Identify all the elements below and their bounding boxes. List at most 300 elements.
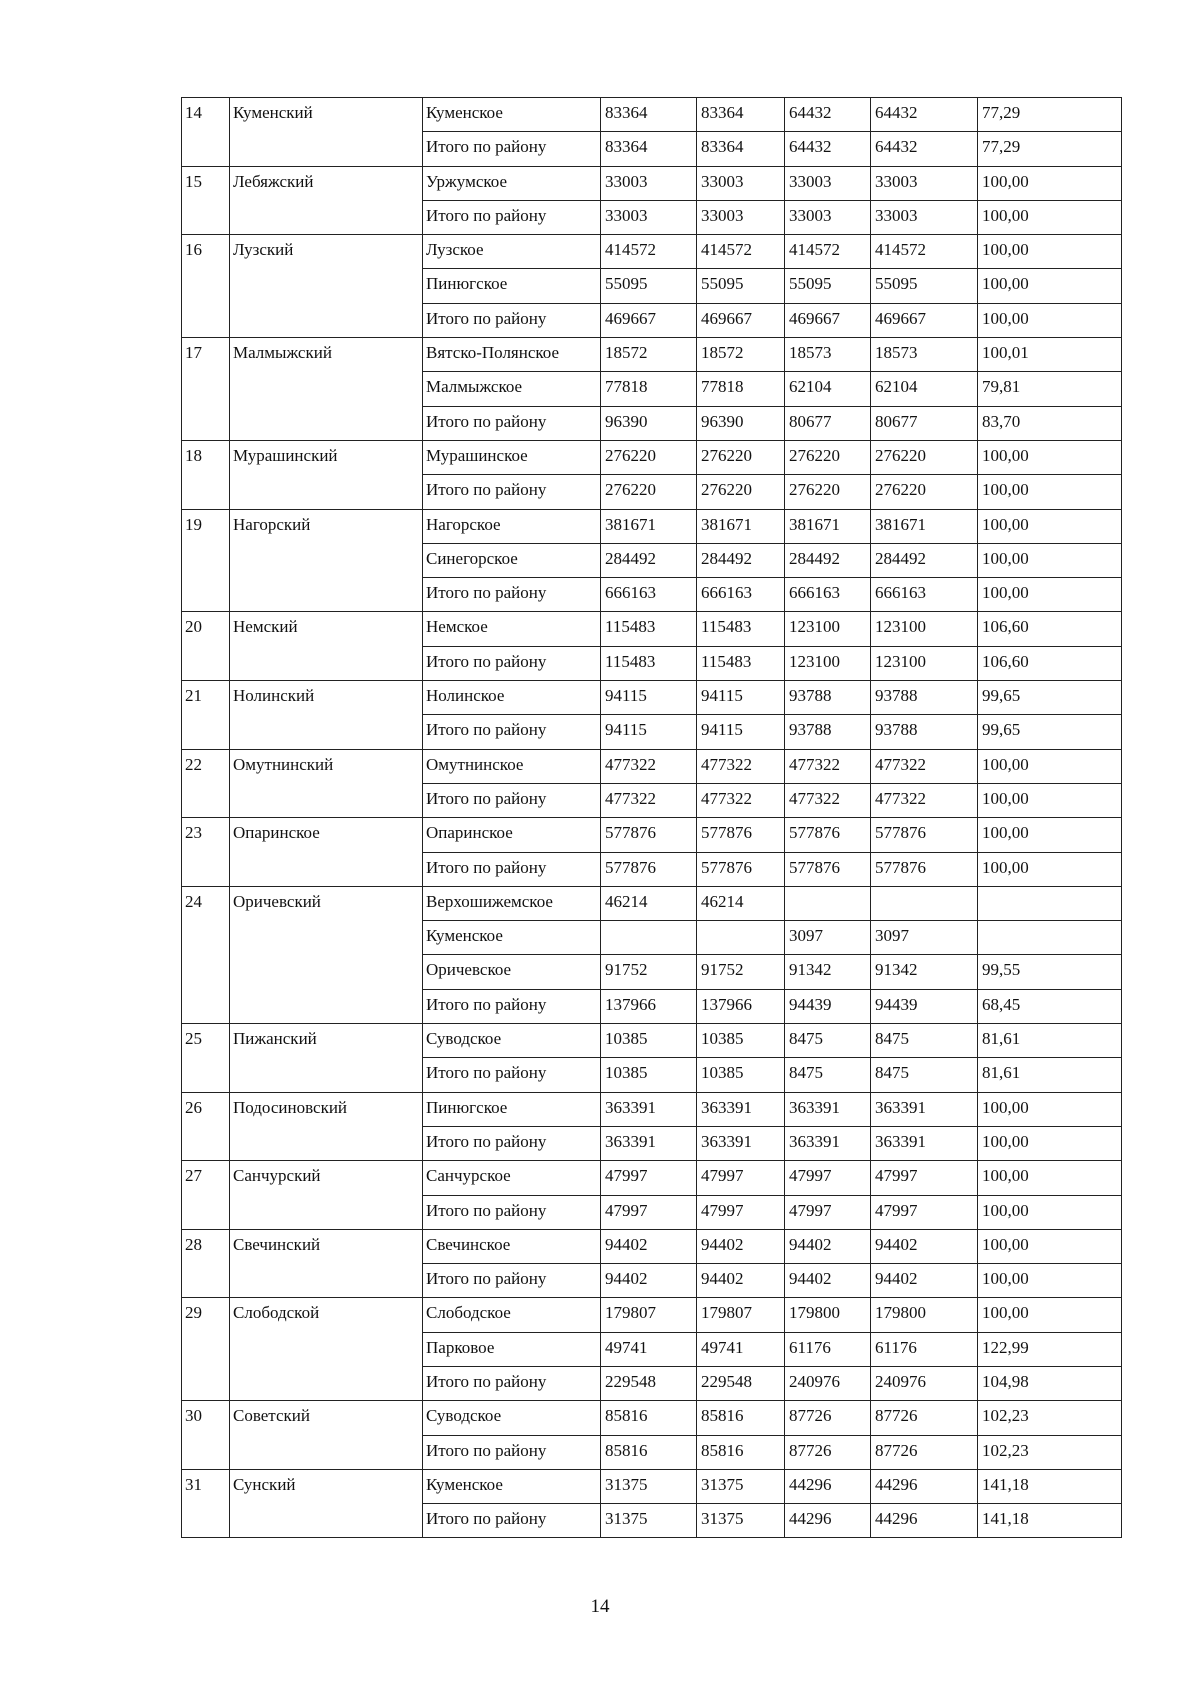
value-cell: 31375 <box>601 1469 697 1503</box>
value-cell: 577876 <box>601 818 697 852</box>
district-name: Слободской <box>230 1298 423 1401</box>
value-cell: 44296 <box>871 1469 978 1503</box>
settlement-name: Вятско-Полянское <box>423 338 601 372</box>
value-cell <box>978 921 1122 955</box>
value-cell: 106,60 <box>978 646 1122 680</box>
district-name: Подосиновский <box>230 1092 423 1161</box>
value-cell: 179800 <box>785 1298 871 1332</box>
value-cell: 8475 <box>785 1024 871 1058</box>
value-cell: 55095 <box>697 269 785 303</box>
table-row <box>182 235 1122 269</box>
value-cell: 55095 <box>871 269 978 303</box>
value-cell: 141,18 <box>978 1504 1122 1538</box>
value-cell: 477322 <box>871 749 978 783</box>
value-cell: 100,00 <box>978 1264 1122 1298</box>
settlement-name: Куменское <box>423 98 601 132</box>
settlement-name: Итого по району <box>423 715 601 749</box>
value-cell: 8475 <box>785 1058 871 1092</box>
value-cell: 93788 <box>871 715 978 749</box>
value-cell: 100,00 <box>978 578 1122 612</box>
settlement-name: Итого по району <box>423 475 601 509</box>
settlement-name: Суводское <box>423 1401 601 1435</box>
value-cell: 64432 <box>785 132 871 166</box>
settlement-name: Итого по району <box>423 783 601 817</box>
value-cell: 123100 <box>871 646 978 680</box>
value-cell: 115483 <box>697 612 785 646</box>
table-row <box>182 749 1122 783</box>
value-cell: 33003 <box>785 200 871 234</box>
settlement-name: Парковое <box>423 1332 601 1366</box>
value-cell: 31375 <box>697 1469 785 1503</box>
value-cell: 123100 <box>785 646 871 680</box>
table-row <box>182 509 1122 543</box>
value-cell: 87726 <box>785 1401 871 1435</box>
value-cell: 100,00 <box>978 1298 1122 1332</box>
district-name: Санчурский <box>230 1161 423 1230</box>
table-row <box>182 1229 1122 1263</box>
district-number: 27 <box>182 1161 230 1230</box>
value-cell: 94115 <box>601 715 697 749</box>
value-cell: 85816 <box>697 1435 785 1469</box>
value-cell: 85816 <box>601 1401 697 1435</box>
value-cell: 18573 <box>871 338 978 372</box>
value-cell: 94439 <box>871 989 978 1023</box>
value-cell: 100,00 <box>978 1092 1122 1126</box>
value-cell: 99,65 <box>978 681 1122 715</box>
value-cell: 47997 <box>785 1161 871 1195</box>
district-name: Свечинский <box>230 1229 423 1298</box>
value-cell: 469667 <box>697 303 785 337</box>
value-cell: 284492 <box>871 543 978 577</box>
value-cell: 414572 <box>697 235 785 269</box>
table-row <box>182 440 1122 474</box>
value-cell: 64432 <box>871 132 978 166</box>
district-name: Лузский <box>230 235 423 338</box>
district-number: 23 <box>182 818 230 887</box>
value-cell: 666163 <box>601 578 697 612</box>
value-cell: 179807 <box>697 1298 785 1332</box>
table-row <box>182 1469 1122 1503</box>
settlement-name: Оричевское <box>423 955 601 989</box>
value-cell: 414572 <box>871 235 978 269</box>
value-cell: 94115 <box>697 715 785 749</box>
district-number: 25 <box>182 1024 230 1093</box>
table-row <box>182 1161 1122 1195</box>
value-cell: 47997 <box>601 1161 697 1195</box>
value-cell: 31375 <box>697 1504 785 1538</box>
value-cell: 229548 <box>601 1366 697 1400</box>
value-cell: 47997 <box>785 1195 871 1229</box>
value-cell: 477322 <box>871 783 978 817</box>
table-row <box>182 1298 1122 1332</box>
value-cell: 469667 <box>785 303 871 337</box>
value-cell: 55095 <box>601 269 697 303</box>
value-cell: 100,00 <box>978 200 1122 234</box>
value-cell: 666163 <box>785 578 871 612</box>
value-cell: 94402 <box>785 1264 871 1298</box>
value-cell: 94402 <box>601 1229 697 1263</box>
value-cell: 477322 <box>697 783 785 817</box>
settlement-name: Суводское <box>423 1024 601 1058</box>
settlement-name: Итого по району <box>423 1058 601 1092</box>
value-cell: 83364 <box>601 98 697 132</box>
value-cell: 46214 <box>601 886 697 920</box>
value-cell: 94439 <box>785 989 871 1023</box>
district-number: 20 <box>182 612 230 681</box>
value-cell: 137966 <box>601 989 697 1023</box>
value-cell: 79,81 <box>978 372 1122 406</box>
value-cell: 91752 <box>601 955 697 989</box>
value-cell: 100,00 <box>978 1195 1122 1229</box>
settlement-name: Куменское <box>423 921 601 955</box>
value-cell: 94402 <box>601 1264 697 1298</box>
district-number: 30 <box>182 1401 230 1470</box>
settlement-name: Итого по району <box>423 1435 601 1469</box>
value-cell: 10385 <box>601 1058 697 1092</box>
district-name: Нагорский <box>230 509 423 612</box>
settlement-name: Слободское <box>423 1298 601 1332</box>
value-cell: 115483 <box>697 646 785 680</box>
district-name: Сунский <box>230 1469 423 1538</box>
value-cell: 381671 <box>785 509 871 543</box>
value-cell: 47997 <box>871 1195 978 1229</box>
table-row <box>182 1401 1122 1435</box>
table-body <box>182 98 1122 1538</box>
value-cell: 44296 <box>871 1504 978 1538</box>
value-cell: 10385 <box>601 1024 697 1058</box>
value-cell: 115483 <box>601 612 697 646</box>
value-cell: 363391 <box>871 1092 978 1126</box>
value-cell: 363391 <box>871 1126 978 1160</box>
value-cell: 47997 <box>697 1161 785 1195</box>
settlement-name: Итого по району <box>423 1264 601 1298</box>
value-cell: 577876 <box>871 818 978 852</box>
value-cell: 100,00 <box>978 852 1122 886</box>
value-cell: 414572 <box>601 235 697 269</box>
value-cell: 100,00 <box>978 749 1122 783</box>
district-name: Опаринское <box>230 818 423 887</box>
value-cell: 666163 <box>697 578 785 612</box>
value-cell: 8475 <box>871 1024 978 1058</box>
value-cell: 137966 <box>697 989 785 1023</box>
value-cell: 77818 <box>601 372 697 406</box>
value-cell: 47997 <box>871 1161 978 1195</box>
value-cell: 81,61 <box>978 1024 1122 1058</box>
value-cell: 276220 <box>697 440 785 474</box>
district-name: Малмыжский <box>230 338 423 441</box>
value-cell: 91342 <box>871 955 978 989</box>
value-cell: 477322 <box>601 783 697 817</box>
value-cell: 44296 <box>785 1469 871 1503</box>
value-cell: 77,29 <box>978 132 1122 166</box>
value-cell: 363391 <box>601 1126 697 1160</box>
value-cell: 93788 <box>785 715 871 749</box>
value-cell: 33003 <box>871 166 978 200</box>
value-cell: 46214 <box>697 886 785 920</box>
settlement-name: Итого по району <box>423 200 601 234</box>
district-number: 17 <box>182 338 230 441</box>
value-cell: 577876 <box>697 852 785 886</box>
value-cell: 577876 <box>785 818 871 852</box>
settlement-name: Санчурское <box>423 1161 601 1195</box>
table-row <box>182 612 1122 646</box>
district-number: 19 <box>182 509 230 612</box>
table-row <box>182 681 1122 715</box>
district-number: 22 <box>182 749 230 818</box>
value-cell: 284492 <box>785 543 871 577</box>
district-name: Омутнинский <box>230 749 423 818</box>
value-cell: 33003 <box>601 200 697 234</box>
value-cell: 33003 <box>601 166 697 200</box>
value-cell: 99,55 <box>978 955 1122 989</box>
value-cell: 94402 <box>871 1264 978 1298</box>
value-cell <box>871 886 978 920</box>
settlement-name: Итого по району <box>423 646 601 680</box>
value-cell: 477322 <box>785 783 871 817</box>
value-cell: 94115 <box>601 681 697 715</box>
value-cell: 91342 <box>785 955 871 989</box>
value-cell: 100,00 <box>978 543 1122 577</box>
value-cell: 100,00 <box>978 818 1122 852</box>
value-cell: 276220 <box>785 440 871 474</box>
settlement-name: Итого по району <box>423 406 601 440</box>
value-cell: 94115 <box>697 681 785 715</box>
value-cell: 179800 <box>871 1298 978 1332</box>
value-cell: 10385 <box>697 1024 785 1058</box>
value-cell: 284492 <box>601 543 697 577</box>
value-cell: 100,00 <box>978 1161 1122 1195</box>
district-number: 21 <box>182 681 230 750</box>
value-cell: 93788 <box>785 681 871 715</box>
value-cell: 33003 <box>785 166 871 200</box>
value-cell: 94402 <box>871 1229 978 1263</box>
settlement-name: Итого по району <box>423 132 601 166</box>
value-cell: 91752 <box>697 955 785 989</box>
value-cell: 141,18 <box>978 1469 1122 1503</box>
settlement-name: Итого по району <box>423 1504 601 1538</box>
value-cell: 49741 <box>697 1332 785 1366</box>
value-cell: 469667 <box>871 303 978 337</box>
table-row <box>182 1092 1122 1126</box>
settlement-name: Итого по району <box>423 989 601 1023</box>
value-cell: 381671 <box>697 509 785 543</box>
value-cell: 87726 <box>871 1435 978 1469</box>
district-name: Советский <box>230 1401 423 1470</box>
value-cell: 123100 <box>871 612 978 646</box>
data-table <box>181 97 1122 1538</box>
value-cell: 61176 <box>871 1332 978 1366</box>
district-name: Немский <box>230 612 423 681</box>
value-cell: 276220 <box>601 440 697 474</box>
district-name: Нолинский <box>230 681 423 750</box>
value-cell: 100,00 <box>978 440 1122 474</box>
value-cell: 100,00 <box>978 303 1122 337</box>
settlement-name: Свечинское <box>423 1229 601 1263</box>
value-cell: 87726 <box>871 1401 978 1435</box>
value-cell: 77,29 <box>978 98 1122 132</box>
settlement-name: Омутнинское <box>423 749 601 783</box>
value-cell: 3097 <box>871 921 978 955</box>
settlement-name: Уржумское <box>423 166 601 200</box>
value-cell: 94402 <box>697 1264 785 1298</box>
settlement-name: Итого по району <box>423 1195 601 1229</box>
value-cell: 104,98 <box>978 1366 1122 1400</box>
district-name: Мурашинский <box>230 440 423 509</box>
value-cell: 18572 <box>697 338 785 372</box>
settlement-name: Малмыжское <box>423 372 601 406</box>
value-cell: 44296 <box>785 1504 871 1538</box>
settlement-name: Итого по району <box>423 1366 601 1400</box>
settlement-name: Пинюгское <box>423 1092 601 1126</box>
settlement-name: Итого по району <box>423 852 601 886</box>
value-cell: 85816 <box>601 1435 697 1469</box>
value-cell: 363391 <box>601 1092 697 1126</box>
value-cell <box>978 886 1122 920</box>
value-cell: 33003 <box>871 200 978 234</box>
value-cell: 18573 <box>785 338 871 372</box>
value-cell: 666163 <box>871 578 978 612</box>
value-cell: 381671 <box>601 509 697 543</box>
district-number: 31 <box>182 1469 230 1538</box>
value-cell: 83364 <box>601 132 697 166</box>
value-cell: 62104 <box>871 372 978 406</box>
table-row <box>182 818 1122 852</box>
settlement-name: Итого по району <box>423 1126 601 1160</box>
district-number: 15 <box>182 166 230 235</box>
district-name: Куменский <box>230 98 423 167</box>
value-cell: 94402 <box>785 1229 871 1263</box>
value-cell: 33003 <box>697 166 785 200</box>
value-cell: 276220 <box>871 440 978 474</box>
value-cell: 477322 <box>697 749 785 783</box>
table-row <box>182 98 1122 132</box>
value-cell: 122,99 <box>978 1332 1122 1366</box>
value-cell: 179807 <box>601 1298 697 1332</box>
value-cell: 577876 <box>697 818 785 852</box>
value-cell: 100,00 <box>978 166 1122 200</box>
value-cell <box>697 921 785 955</box>
settlement-name: Пинюгское <box>423 269 601 303</box>
value-cell: 64432 <box>785 98 871 132</box>
value-cell: 85816 <box>697 1401 785 1435</box>
value-cell: 276220 <box>785 475 871 509</box>
value-cell: 477322 <box>601 749 697 783</box>
settlement-name: Опаринское <box>423 818 601 852</box>
settlement-name: Верхошижемское <box>423 886 601 920</box>
value-cell: 49741 <box>601 1332 697 1366</box>
settlement-name: Итого по району <box>423 578 601 612</box>
value-cell: 62104 <box>785 372 871 406</box>
value-cell: 80677 <box>871 406 978 440</box>
value-cell: 276220 <box>697 475 785 509</box>
value-cell: 477322 <box>785 749 871 783</box>
value-cell: 31375 <box>601 1504 697 1538</box>
value-cell: 77818 <box>697 372 785 406</box>
page-number: 14 <box>590 1596 610 1617</box>
settlement-name: Нагорское <box>423 509 601 543</box>
settlement-name: Лузское <box>423 235 601 269</box>
value-cell: 8475 <box>871 1058 978 1092</box>
value-cell: 469667 <box>601 303 697 337</box>
value-cell: 68,45 <box>978 989 1122 1023</box>
value-cell: 100,00 <box>978 783 1122 817</box>
table-row <box>182 166 1122 200</box>
value-cell: 100,00 <box>978 1126 1122 1160</box>
settlement-name: Мурашинское <box>423 440 601 474</box>
value-cell: 577876 <box>785 852 871 886</box>
value-cell: 100,01 <box>978 338 1122 372</box>
value-cell: 100,00 <box>978 235 1122 269</box>
value-cell: 102,23 <box>978 1435 1122 1469</box>
district-name: Лебяжский <box>230 166 423 235</box>
value-cell: 363391 <box>785 1126 871 1160</box>
value-cell: 94402 <box>697 1229 785 1263</box>
value-cell: 81,61 <box>978 1058 1122 1092</box>
value-cell: 3097 <box>785 921 871 955</box>
value-cell: 100,00 <box>978 475 1122 509</box>
value-cell <box>601 921 697 955</box>
value-cell: 96390 <box>697 406 785 440</box>
district-name: Пижанский <box>230 1024 423 1093</box>
value-cell: 106,60 <box>978 612 1122 646</box>
value-cell: 83364 <box>697 132 785 166</box>
value-cell: 93788 <box>871 681 978 715</box>
value-cell: 87726 <box>785 1435 871 1469</box>
district-number: 28 <box>182 1229 230 1298</box>
settlement-name: Куменское <box>423 1469 601 1503</box>
value-cell: 100,00 <box>978 269 1122 303</box>
value-cell: 102,23 <box>978 1401 1122 1435</box>
value-cell: 83,70 <box>978 406 1122 440</box>
district-number: 16 <box>182 235 230 338</box>
value-cell: 115483 <box>601 646 697 680</box>
value-cell: 100,00 <box>978 1229 1122 1263</box>
value-cell: 276220 <box>871 475 978 509</box>
value-cell: 55095 <box>785 269 871 303</box>
settlement-name: Немское <box>423 612 601 646</box>
value-cell: 33003 <box>697 200 785 234</box>
value-cell: 381671 <box>871 509 978 543</box>
value-cell: 363391 <box>697 1126 785 1160</box>
value-cell: 100,00 <box>978 509 1122 543</box>
value-cell: 123100 <box>785 612 871 646</box>
value-cell: 229548 <box>697 1366 785 1400</box>
district-name: Оричевский <box>230 886 423 1023</box>
value-cell: 96390 <box>601 406 697 440</box>
district-number: 18 <box>182 440 230 509</box>
value-cell: 64432 <box>871 98 978 132</box>
value-cell: 47997 <box>697 1195 785 1229</box>
value-cell: 10385 <box>697 1058 785 1092</box>
table-row <box>182 338 1122 372</box>
value-cell: 18572 <box>601 338 697 372</box>
value-cell: 83364 <box>697 98 785 132</box>
value-cell: 99,65 <box>978 715 1122 749</box>
settlement-name: Синегорское <box>423 543 601 577</box>
district-number: 14 <box>182 98 230 167</box>
value-cell: 61176 <box>785 1332 871 1366</box>
settlement-name: Итого по району <box>423 303 601 337</box>
value-cell: 276220 <box>601 475 697 509</box>
value-cell: 577876 <box>601 852 697 886</box>
value-cell: 80677 <box>785 406 871 440</box>
district-number: 29 <box>182 1298 230 1401</box>
district-number: 26 <box>182 1092 230 1161</box>
value-cell: 414572 <box>785 235 871 269</box>
value-cell: 284492 <box>697 543 785 577</box>
value-cell: 577876 <box>871 852 978 886</box>
table-row <box>182 886 1122 920</box>
